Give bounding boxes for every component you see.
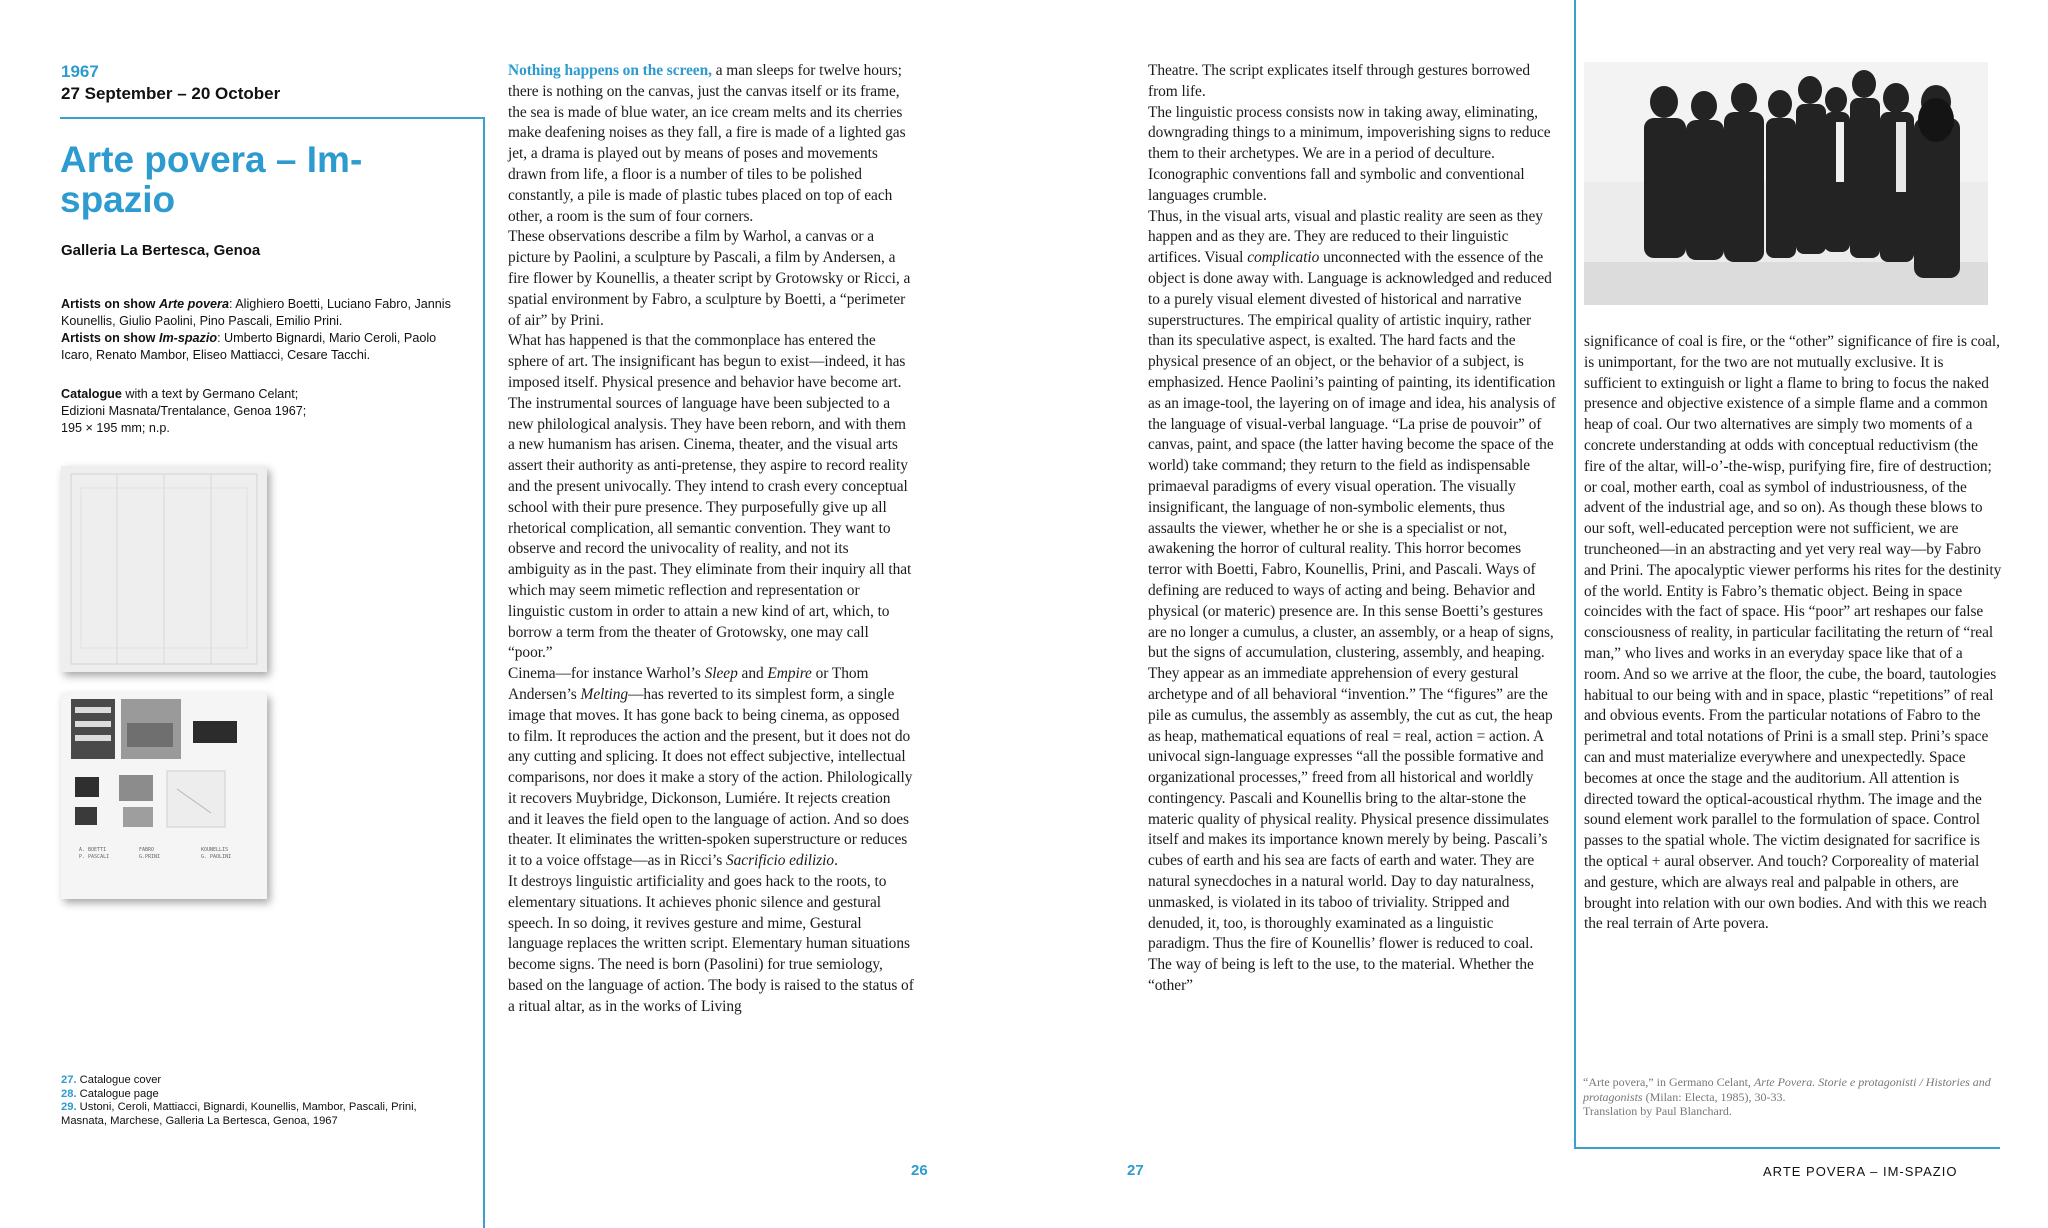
- catalogue-page-graphic: [61, 693, 267, 899]
- essay-paragraph: Cinema—for instance Warhol’s Sleep and Empire or Thom Andersen’s Melting—has reverted to its simplest form, a single image that moves. It has gone back to being cinema, as opposed to film. It reproduces the action and the present, but it does not do any cutting and splicing. It does not effect subjective, intellectual comparisons, nor does it make a story of the action. Philologically it recovers Muybridge, Dickonson, Lumiére. It rejects creation and it leaves the field open to the language of action. And so does theater. It eliminates the written-spoken superstructure or reduces it to a voice offstage—as in Ricci’s Sacrificio edilizio.: [508, 665, 913, 870]
- group-photo-graphic: [1584, 62, 1988, 305]
- catalogue-page-label-prini: G.PRINI: [139, 854, 161, 860]
- essay-paragraph: These observations describe a film by Warhol, a canvas or a picture by Paolini, a sculpture by Pascali, a film by Andersen, a fire flower by Kounellis, a theater script by Grotowsky or Ricci, a spatial environment by Fabro, a sculpture by Boetti, a “perimeter of air” by Prini.: [508, 228, 911, 329]
- catalogue-info: Catalogue with a text by Germano Celant; Edizioni Masnata/Trentalance, Genoa 1967; 195 × 195 mm; n.p.: [61, 387, 307, 435]
- footer-rule: [1574, 1147, 2000, 1149]
- catalogue-page-label-kounellis: KOUNELLIS: [201, 847, 229, 853]
- artists-list: [61, 296, 461, 364]
- essay-paragraph: The linguistic process consists now in taking away, eliminating, downgrading things to a minimum, impoverishing signs to reduce them to their archetypes. We are in a period of deculture. Iconographic conventions fall and symbolic and conventional languages crumble.: [1148, 103, 1551, 204]
- essay-paragraph: Theatre. The script explicates itself through gestures borrowed from life.: [1148, 62, 1531, 100]
- essay-paragraph: It destroys linguistic artificiality and goes hack to the roots, to elementary situations. It achieves phonic silence and gestural speech. In so doing, it revives gesture and mime, Gestural language replaces the written script. Elementary human situations become signs. The need is born (Pasolini) for true semiology, based on the language of action. The body is raised to the status of a ritual altar, as in the works of Living: [508, 873, 914, 1015]
- essay-column-3: [1584, 332, 2002, 935]
- catalogue-page-label-boetti: A. BOETTI: [79, 847, 107, 853]
- essay-paragraph: The instrumental sources of language have been subjected to a new philological analysis. They have been reborn, and with them a new humanism has arisen. Cinema, theater, and the visual arts assert their authority as anti-pretense, they aspire to record reality and the present univocally. They intend to crash every conceptual school with their pure presence. They purposefully give up all rhetorical complication, all semantic convention. They want to observe and record the univocality of reality, and not its ambiguity as in the past. They eliminate from their inquiry all that which may seem mimetic reflection and representation or linguistic custom in order to attain a new kind of art, which, to borrow a term from the theater of Grotowsky, one may call “poor.”: [508, 394, 912, 662]
- catalogue-cover-graphic: [61, 466, 267, 672]
- essay-column-1: [508, 61, 914, 1018]
- caption-27: 27. Catalogue cover: [61, 1074, 162, 1086]
- essay-paragraph: What has happened is that the commonplace has entered the sphere of art. The insignificant has begun to exist—indeed, it has imposed itself. Physical presence and behavior have become art.: [508, 332, 906, 391]
- exhibition-venue: Galleria La Bertesca, Genoa: [61, 242, 261, 259]
- header-rule: [60, 117, 484, 119]
- exhibition-dates: 27 September – 20 October: [61, 84, 281, 103]
- exhibition-group-photo: [1584, 62, 1988, 305]
- essay-paragraph: significance of coal is fire, or the “other” significance of fire is coal, is unimportant, for the two are not mutually exclusive. It is sufficient to extinguish or light a flame to bring to focus the naked presence and objective existence of a simple flame and a common heap of coal. Our two alternatives are simply two moments of a concrete understanding at odds with conceptual reductivism (the fire of the altar, will-o’-the-wisp, purifying fire, fire of destruction; or coal, mother earth, coal as symbol of industriousness, of the advent of the industrial age, and so on). As though these blows to our soft, well-educated perception were not sufficient, we are truncheoned—in an abstracting and yet very real way—by Fabro and Prini. The apocalyptic viewer performs his rites for the destinity of the world. Entity is Fabro’s thematic object. Being in space coincides with the fact of space. His “poor” art reshapes our false consciousness of reality, in particular facilitating the return of “real man,” who lives and works in an everyday space like that of a room. And so we arrive at the floor, the cube, the board, tautologies habitual to our being with and in space, plastic “repetitions” of real and obvious events. From the particular notations of Fabro to the perimetral and total notations of Prini is a small step. Prini’s space can and must materialize everywhere and unexpectedly. Space becomes at once the stage and the auditorium. All attention is directed toward the optical-acoustical rhythm. The image and the sound element work parallel to the formulation of space. Control passes to the spatial whole. The victim designated for sacrifice is the optical + aural observer. And touch? Corporeality of material and gesture, which are always real and palpable in others, are brought into relation with our own bodies. And with this we reach the real terrain of Arte povera.: [1584, 333, 2002, 933]
- catalogue-page-label-pascali: P. PASCALI: [79, 854, 110, 860]
- exhibition-title: Arte povera – Im-spazio: [60, 139, 363, 220]
- column-divider-left: [483, 117, 485, 1228]
- catalogue-page-image: [61, 693, 267, 899]
- artists-arte-povera: Artists on show Arte povera: Alighiero Boetti, Luciano Fabro, Jannis Kounellis, Giulio Paolini, Pino Pascali, Emilio Prini.: [61, 297, 451, 328]
- figure-captions: [61, 1074, 421, 1128]
- source-credit: “Arte povera,” in Germano Celant, Arte Povera. Storie e protagonisti / Histories and protagonists (Milan: Electa, 1985), 30-33. Translation by Paul Blanchard.: [1583, 1075, 1991, 1118]
- essay-column-2: [1148, 61, 1556, 997]
- page-number-left: 26: [911, 1162, 928, 1179]
- caption-28: 28. Catalogue page: [61, 1087, 159, 1100]
- column-divider-right: [1574, 0, 1576, 1148]
- exhibition-year: 1967: [61, 62, 99, 81]
- catalogue-page-label-fabro: FABRO: [139, 847, 155, 853]
- catalogue-page-label-paolini: G. PAOLINI: [201, 854, 232, 860]
- caption-29: 29. Ustoni, Ceroli, Mattiacci, Bignardi, Kounellis, Mambor, Pascali, Prini, Masnata, Marchese, Galleria La Bertesca, Genoa, 1967: [61, 1101, 417, 1127]
- essay-paragraph: Thus, in the visual arts, visual and plastic reality are seen as they happen and as they are. They are reduced to their linguistic artifices. Visual complicatio unconnected with the essence of the object is done away with. Language is acknowledged and reduced to a purely visual element divested of historical and narrative superstructures. The empirical quality of artistic inquiry, rather than its speculative aspect, is exalted. The hard facts and the physical presence of an object, or the behavior of a subject, is emphasized. Hence Paolini’s painting of painting, its identification as an image-tool, the layering on of image and idea, his analysis of the language of visual-verbal language. “La prise de pouvoir” of canvas, paint, and space (the latter having become the space of the world) take command; they return to the field as indispensable primaeval paradigms of every visual operation. The visually insignificant, the language of non-symbolic elements, thus assaults the viewer, whether he or she is a specialist or not, awakening the horror of cultural reality. This horror becomes terror with Boetti, Fabro, Kounellis, Prini, and Pascali. Ways of defining are reduced to ways of acting and being. Behavior and physical (or materic) presence are. In this sense Boetti’s gestures are no longer a cumulus, a cluster, an assembly, or a heap of signs, but the signs of accumulation, clustering, assembly, and heaping. They appear as an immediate apprehension of every gestural archetype and of all behavioral “invention.” The “figures” are the pile as cumulus, the assembly as assembly, the cut as cut, the heap as heap, mathematical equations of real = real, action = action. A univocal sign-language expresses “all the possible formative and organizational processes,” freed from all historical and worldly contingency. Pascali and Kounellis bring to the altar-stone the materic quality of physical reality. Physical presence dissimulates itself and makes its importance known merely by being. Pascali’s cubes of earth and his sea are facts of earth and water. They are natural synecdoches in a natural world. Day to day naturalness, unmasked, is violated in its taboo of triviality. Stripped and denuded, it, too, is thoroughly examinated as a linguistic paradigm. Thus the fire of Kounellis’ flower is reduced to coal. The way of being is left to the use, to the material. Whether the “other”: [1148, 207, 1556, 995]
- running-head: ARTE POVERA – IM-SPAZIO: [1763, 1164, 1958, 1179]
- catalogue-cover-image: [61, 466, 267, 672]
- essay-paragraph: Nothing happens on the screen, a man sleeps for twelve hours; there is nothing on the canvas, just the canvas itself or its frame, the sea is made of blue water, an ice cream melts and its cherries make deafening noises as they fall, a fire is made of a lighted gas jet, a drama is played out by means of poses and movements drawn from life, a floor is a number of tiles to be polished constantly, a pile is made of plastic tubes placed on top of each other, a room is the sum of four corners.: [508, 62, 906, 225]
- page-number-right: 27: [1127, 1162, 1144, 1179]
- artists-im-spazio: Artists on show Im-spazio: Umberto Bignardi, Mario Ceroli, Paolo Icaro, Renato Mambor, Eliseo Mattiacci, Cesare Tacchi.: [61, 331, 437, 362]
